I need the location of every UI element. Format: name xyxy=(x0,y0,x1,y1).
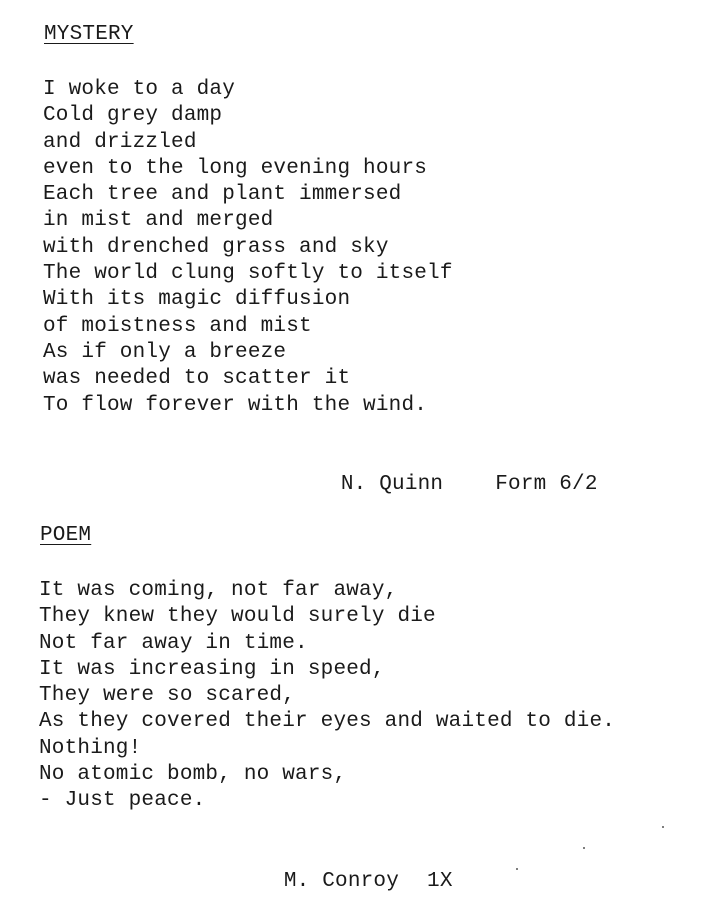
poem-line: To flow forever with the wind. xyxy=(43,393,428,417)
author-form: 1X xyxy=(427,870,453,893)
scan-speck xyxy=(583,847,585,849)
poem-line: and drizzled xyxy=(43,130,197,154)
poem-line: With its magic diffusion xyxy=(43,288,351,312)
poem-title: MYSTERY xyxy=(44,23,134,46)
poem-line: Cold grey damp xyxy=(43,104,223,128)
author-name: M. Conroy xyxy=(283,870,400,893)
poem-line: - Just peace. xyxy=(39,789,206,813)
poem-line: with drenched grass and sky xyxy=(43,235,389,259)
poem-title: POEM xyxy=(40,524,92,547)
poem-line: Each tree and plant immersed xyxy=(43,183,402,207)
scan-speck xyxy=(516,868,518,870)
poem-line: Not far away in time. xyxy=(39,631,308,655)
scan-speck xyxy=(662,826,664,828)
poem-line: was needed to scatter it xyxy=(43,367,351,391)
poem-line: I woke to a day xyxy=(43,78,236,101)
poem-line: They were so scared, xyxy=(39,684,296,708)
author-form: Form 6/2 xyxy=(495,473,598,496)
poem-line: in mist and merged xyxy=(43,209,274,233)
poem-line: As if only a breeze xyxy=(43,340,287,364)
poem-byline xyxy=(207,843,453,921)
poem-line: Nothing! xyxy=(39,736,142,760)
poem-line: As they covered their eyes and waited to die. xyxy=(39,710,616,734)
poem-line: They knew they would surely die xyxy=(39,605,436,629)
poem-body xyxy=(43,77,453,419)
poem-line: of moistness and mist xyxy=(43,314,312,338)
poem-line: It was increasing in speed, xyxy=(39,657,385,681)
poem-line: The world clung softly to itself xyxy=(43,262,453,286)
author-name: N. Quinn xyxy=(340,473,444,496)
poem-line: No atomic bomb, no wars, xyxy=(39,763,347,787)
poem-line: It was coming, not far away, xyxy=(39,579,398,602)
poem-body xyxy=(39,578,615,815)
poem-byline xyxy=(264,446,598,524)
poem-line: even to the long evening hours xyxy=(43,156,428,180)
